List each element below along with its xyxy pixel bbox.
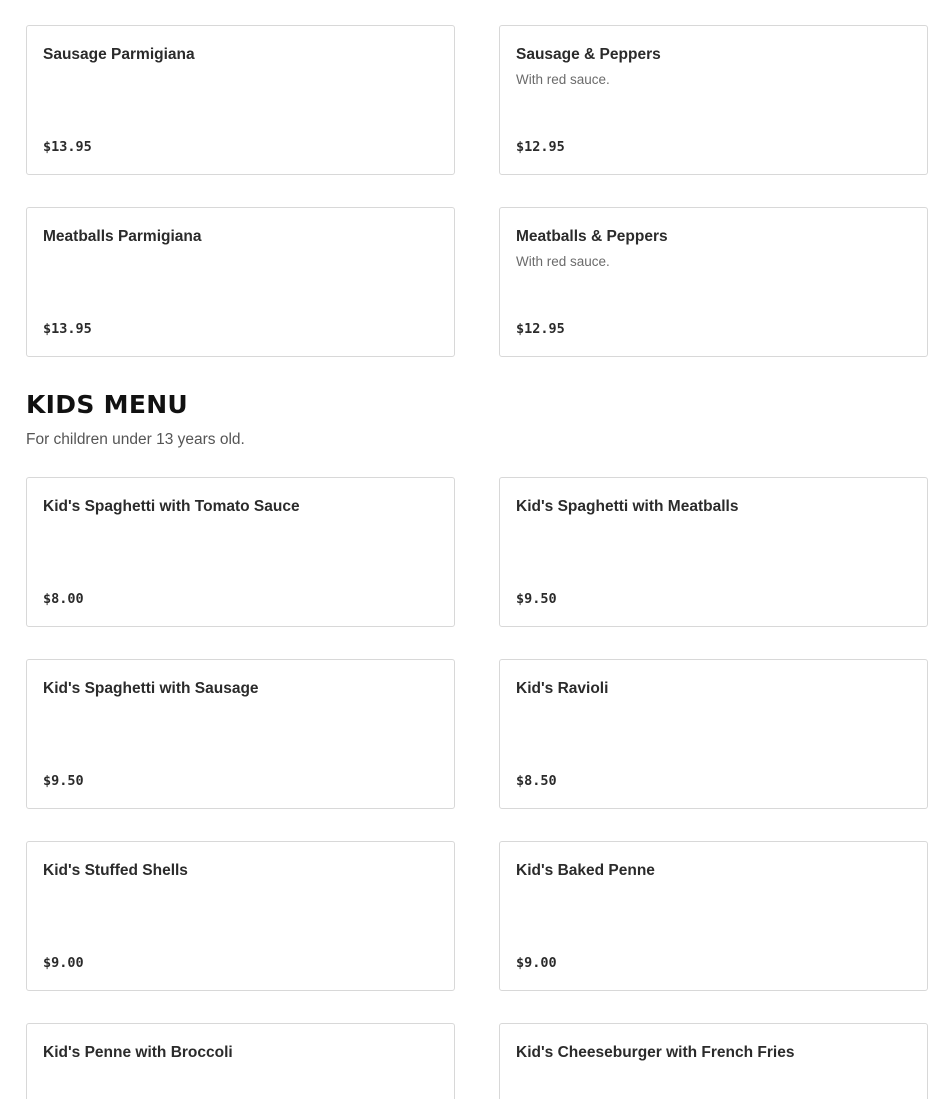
menu-item-price: $12.95 bbox=[516, 321, 565, 337]
menu-item-card[interactable] bbox=[499, 207, 928, 357]
menu-item-card[interactable] bbox=[499, 1023, 928, 1099]
menu-item-card[interactable] bbox=[26, 25, 455, 175]
menu-item-card[interactable] bbox=[499, 841, 928, 991]
menu-item-card[interactable] bbox=[499, 477, 928, 627]
menu-item-name: Kid's Spaghetti with Meatballs bbox=[516, 498, 739, 515]
menu-item-card[interactable] bbox=[499, 25, 928, 175]
kids-menu-header bbox=[26, 388, 245, 449]
menu-item-price: $13.95 bbox=[43, 321, 92, 337]
menu-item-name: Kid's Baked Penne bbox=[516, 862, 655, 879]
menu-item-name: Sausage Parmigiana bbox=[43, 46, 195, 63]
menu-item-name: Kid's Spaghetti with Tomato Sauce bbox=[43, 498, 300, 515]
menu-item-price: $9.50 bbox=[516, 591, 557, 607]
section-title: KIDS MENU bbox=[26, 390, 189, 419]
menu-item-price: $9.00 bbox=[43, 955, 84, 971]
menu-item-price: $8.00 bbox=[43, 591, 84, 607]
menu-item-name: Meatballs & Peppers bbox=[516, 228, 668, 245]
menu-item-name: Kid's Cheeseburger with French Fries bbox=[516, 1044, 795, 1061]
menu-item-name: Kid's Spaghetti with Sausage bbox=[43, 680, 259, 697]
menu-item-price: $13.95 bbox=[43, 139, 92, 155]
menu-item-name: Sausage & Peppers bbox=[516, 46, 661, 63]
menu-item-description: With red sauce. bbox=[516, 72, 610, 87]
section-description: For children under 13 years old. bbox=[26, 431, 245, 448]
menu-item-price: $8.50 bbox=[516, 773, 557, 789]
menu-item-card[interactable] bbox=[26, 207, 455, 357]
menu-items-grid bbox=[26, 25, 928, 357]
menu-item-description: With red sauce. bbox=[516, 254, 610, 269]
menu-item-name: Meatballs Parmigiana bbox=[43, 228, 202, 245]
menu-item-name: Kid's Penne with Broccoli bbox=[43, 1044, 233, 1061]
menu-item-card[interactable] bbox=[26, 477, 455, 627]
menu-item-card[interactable] bbox=[26, 1023, 455, 1099]
menu-item-card[interactable] bbox=[26, 841, 455, 991]
kids-menu-grid bbox=[26, 477, 928, 1099]
menu-item-card[interactable] bbox=[26, 659, 455, 809]
menu-item-price: $9.00 bbox=[516, 955, 557, 971]
menu-item-name: Kid's Ravioli bbox=[516, 680, 609, 697]
menu-item-price: $12.95 bbox=[516, 139, 565, 155]
menu-item-price: $9.50 bbox=[43, 773, 84, 789]
menu-item-name: Kid's Stuffed Shells bbox=[43, 862, 188, 879]
menu-item-card[interactable] bbox=[499, 659, 928, 809]
